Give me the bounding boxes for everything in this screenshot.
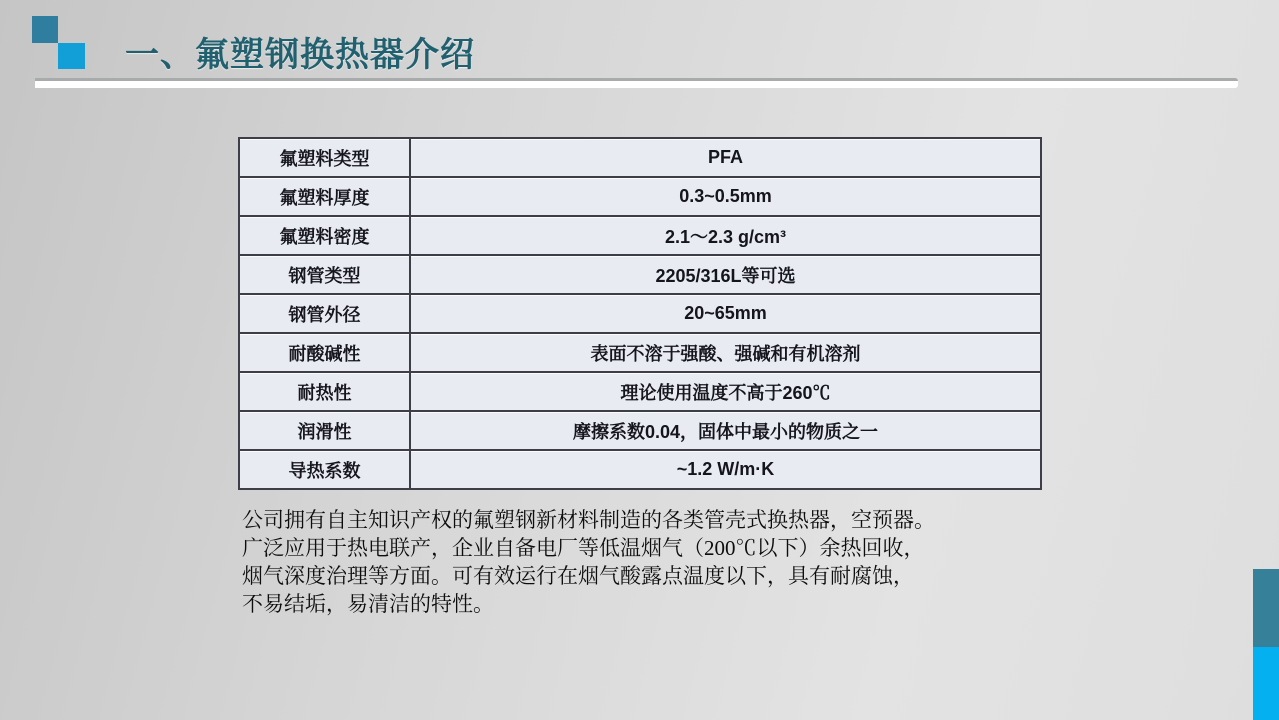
paragraph-line: 烟气深度治理等方面。可有效运行在烟气酸露点温度以下，具有耐腐蚀， — [242, 564, 914, 588]
decor-square-blue-icon — [58, 43, 85, 69]
property-value: PFA — [410, 138, 1041, 177]
property-label: 钢管外径 — [239, 294, 410, 333]
table-row — [239, 450, 1041, 489]
table-row — [239, 216, 1041, 255]
property-label: 钢管类型 — [239, 255, 410, 294]
property-value: 表面不溶于强酸、强碱和有机溶剂 — [410, 333, 1041, 372]
property-value: 摩擦系数0.04，固体中最小的物质之一 — [410, 411, 1041, 450]
table-row — [239, 177, 1041, 216]
property-value: 20~65mm — [410, 294, 1041, 333]
slide-title: 一、氟塑钢换热器介绍 — [125, 36, 475, 74]
decor-square-teal-icon — [32, 16, 58, 43]
paragraph-line: 不易结垢，易清洁的特性。 — [242, 592, 494, 616]
table-row — [239, 294, 1041, 333]
property-label: 耐酸碱性 — [239, 333, 410, 372]
properties-table — [238, 137, 1042, 490]
table-row — [239, 372, 1041, 411]
table-row — [239, 255, 1041, 294]
paragraph-line: 公司拥有自主知识产权的氟塑钢新材料制造的各类管壳式换热器，空预器。 — [242, 508, 935, 532]
property-value: 2205/316L等可选 — [410, 255, 1041, 294]
paragraph-line: 广泛应用于热电联产，企业自备电厂等低温烟气（200℃以下）余热回收， — [242, 536, 925, 560]
table-row — [239, 411, 1041, 450]
property-label: 耐热性 — [239, 372, 410, 411]
title-divider-line — [35, 78, 1238, 88]
edge-bar-blue — [1253, 647, 1279, 720]
edge-bar-teal — [1253, 569, 1279, 647]
property-value: 2.1～2.3 g/cm³ — [410, 216, 1041, 255]
property-label: 润滑性 — [239, 411, 410, 450]
property-value: 理论使用温度不高于260℃ — [410, 372, 1041, 411]
description-paragraph — [242, 506, 935, 618]
table-row — [239, 333, 1041, 372]
property-value: ~1.2 W/m·K — [410, 450, 1041, 489]
property-label: 氟塑料类型 — [239, 138, 410, 177]
property-value: 0.3~0.5mm — [410, 177, 1041, 216]
property-label: 氟塑料密度 — [239, 216, 410, 255]
property-label: 导热系数 — [239, 450, 410, 489]
property-label: 氟塑料厚度 — [239, 177, 410, 216]
table-row — [239, 138, 1041, 177]
